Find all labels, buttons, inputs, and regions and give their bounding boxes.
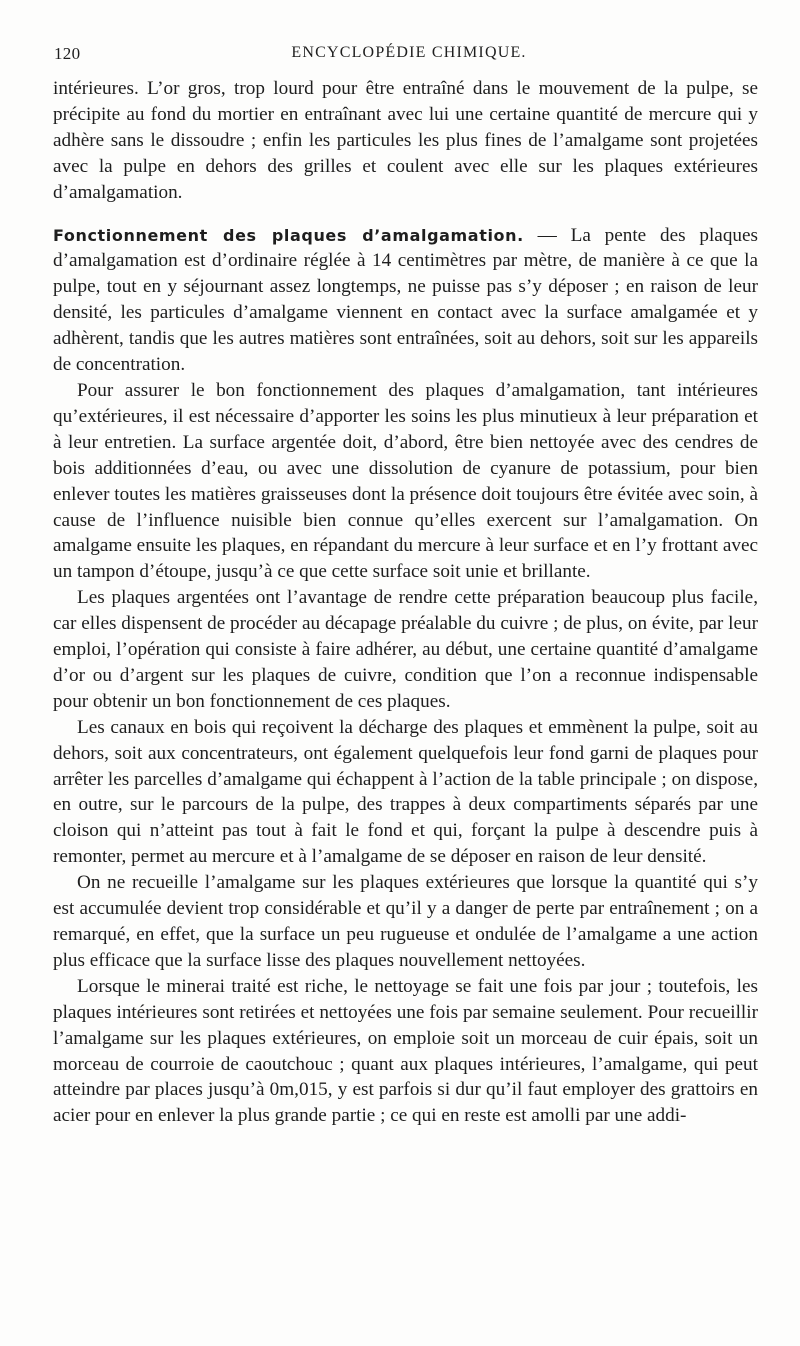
- paragraph: Les canaux en bois qui reçoivent la décharge des plaques et emmènent la pulpe, soit au dehors, soit aux concentrateurs, ont également quelquefois leur fond garni de plaques pour arrêter les parcelles d’amalgame qui échappent à l’action de la table principale ; on dispose, en outre, sur le parcours de la pulpe, des trappes à deux compartiments séparés par une cloison qui n’atteint pas tout à fait le fond et qui, forçant la pulpe à descendre puis à remonter, permet au mercure et à l’amalgame de se déposer en raison de leur densité.: [53, 716, 758, 868]
- body-text: [53, 76, 758, 1129]
- paragraph-continuation: intérieures. L’or gros, trop lourd pour être entraîné dans le mouvement de la pulpe, se précipite au fond du mortier en entraînant avec lui une certaine quantité de mercure qui y adhère sans le dissoudre ; enfin les particules les plus fines de l’amalgame sont projetées avec la pulpe en dehors des grilles et coulent avec elle sur les plaques extérieures d’amalgamation.: [53, 78, 758, 203]
- running-header: [54, 44, 764, 68]
- paragraph: Les plaques argentées ont l’avantage de rendre cette préparation beaucoup plus facile, car elles dispensent de procéder au décapage préalable du cuivre ; de plus, on évite, par leur emploi, l’opération qui consiste à faire adhérer, au début, une certaine quantité d’amalgame d’or ou d’argent sur les plaques de cuivre, condition que l’on a reconnue indispensable pour obtenir un bon fonctionnement de ces plaques.: [53, 587, 758, 712]
- paragraph: On ne recueille l’amalgame sur les plaques extérieures que lorsque la quantité qui s’y est accumulée devient trop considérable et qu’il y a danger de perte par entraînement ; on a remarqué, en effet, que la surface un peu rugueuse et ondulée de l’amalgame a une action plus efficace que la surface lisse des plaques nouvellement nettoyées.: [53, 872, 758, 971]
- section-heading: Fonctionnement des plaques d’amalgamation.: [53, 225, 524, 245]
- page-number: 120: [54, 44, 81, 63]
- paragraph-section: [53, 223, 758, 378]
- paragraph: Lorsque le minerai traité est riche, le nettoyage se fait une fois par jour ; toutefois, les plaques intérieures sont retirées et nettoyées une fois par semaine seulement. Pour recueillir l’amalgame sur les plaques extérieures, on emploie soit un morceau de cuir épais, soit un morceau de courroie de caoutchouc ; quant aux plaques intérieures, l’amalgame, qui peut atteindre par places jusqu’à 0m,015, y est parfois si dur qu’il faut employer des grattoirs en acier pour en enlever la plus grande partie ; ce qui en reste est amolli par une addi-: [53, 975, 758, 1127]
- section-text: — La pente des plaques d’amalgamation est d’ordinaire réglée à 14 centimètres par mètre, de manière à ce que la pulpe, tout en y séjournant assez longtemps, ne puisse pas s’y déposer ; en raison de leur densité, les particules d’amalgame viennent en contact avec la surface amalgamée et y adhèrent, tandis que les autres matières sont entraînées, soit au dehors, soit sur les appareils de concentration.: [53, 224, 758, 376]
- running-title: ENCYCLOPÉDIE CHIMIQUE.: [291, 44, 527, 61]
- paragraph: Pour assurer le bon fonctionnement des plaques d’amalgamation, tant intérieures qu’extérieures, il est nécessaire d’apporter les soins les plus minutieux à leur préparation et à leur entretien. La surface argentée doit, d’abord, être bien nettoyée avec des cendres de bois additionnées d’eau, ou avec une dissolution de cyanure de potassium, pour bien enlever toutes les matières graisseuses dont la présence doit toujours être évitée avec soin, à cause de l’influence nuisible bien connue qu’elles exercent sur l’amalgamation. On amalgame ensuite les plaques, en répandant du mercure à leur surface et en l’y frottant avec un tampon d’étoupe, jusqu’à ce que cette surface soit unie et brillante.: [53, 379, 758, 583]
